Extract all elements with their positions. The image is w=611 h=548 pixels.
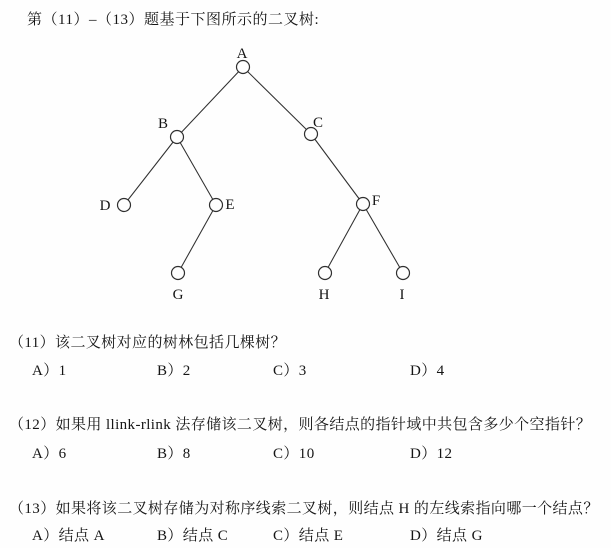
question-11-text: （11）该二叉树对应的树林包括几棵树？: [9, 335, 287, 351]
question-11-options: [0, 359, 611, 379]
tree-node-g-label: G: [172, 287, 184, 303]
tree-node-b-label: B: [157, 116, 169, 132]
tree-node-h: [319, 267, 332, 280]
tree-edge-a-b: [177, 67, 243, 137]
question-11-option-b: B）2: [157, 363, 191, 379]
question-13-option-c: C）结点 E: [273, 528, 344, 544]
question-12-option-c: C）10: [273, 446, 315, 462]
question-13-option-d: D）结点 G: [410, 528, 483, 544]
tree-node-h-label: H: [318, 287, 330, 303]
question-11-option-c: C）3: [273, 363, 307, 379]
question-12-option-b: B）8: [157, 446, 191, 462]
page-title: 第（11）–（13）题基于下图所示的二叉树:: [27, 12, 320, 28]
tree-node-g: [172, 267, 185, 280]
tree-node-i-label: I: [399, 287, 405, 303]
tree-node-a: [237, 61, 250, 74]
tree-node-a-label: A: [236, 46, 248, 62]
tree-node-f-label: F: [371, 193, 381, 209]
question-12-option-d: D）12: [410, 446, 453, 462]
tree-node-e-label: E: [225, 197, 235, 213]
tree-edge-f-h: [325, 204, 363, 273]
tree-edge-b-d: [124, 137, 177, 205]
question-13-option-b: B）结点 C: [157, 528, 229, 544]
question-11-option-d: D）4: [410, 363, 445, 379]
question-12-option-a: A）6: [32, 446, 67, 462]
question-13-options: [0, 524, 611, 544]
tree-node-c-label: C: [312, 115, 324, 131]
tree-edge-f-i: [363, 204, 403, 273]
tree-node-i: [397, 267, 410, 280]
question-12-options: [0, 442, 611, 462]
tree-edge-e-g: [178, 205, 216, 273]
tree-edge-b-e: [177, 137, 216, 205]
tree-edge-c-f: [311, 134, 363, 204]
tree-node-d-label: D: [99, 198, 111, 214]
tree-node-d: [118, 199, 131, 212]
question-11-option-a: A）1: [32, 363, 67, 379]
question-13-option-a: A）结点 A: [32, 528, 105, 544]
tree-node-f: [357, 198, 370, 211]
tree-node-e: [210, 199, 223, 212]
question-12-text: （12）如果用 llink-rlink 法存储该二叉树，则各结点的指针域中共包含多少个空指针？: [9, 417, 592, 433]
tree-node-b: [171, 131, 184, 144]
tree-edge-a-c: [243, 67, 311, 134]
question-13-text: （13）如果将该二叉树存储为对称序线索二叉树，则结点 H 的左线索指向哪一个结点？: [9, 501, 599, 517]
